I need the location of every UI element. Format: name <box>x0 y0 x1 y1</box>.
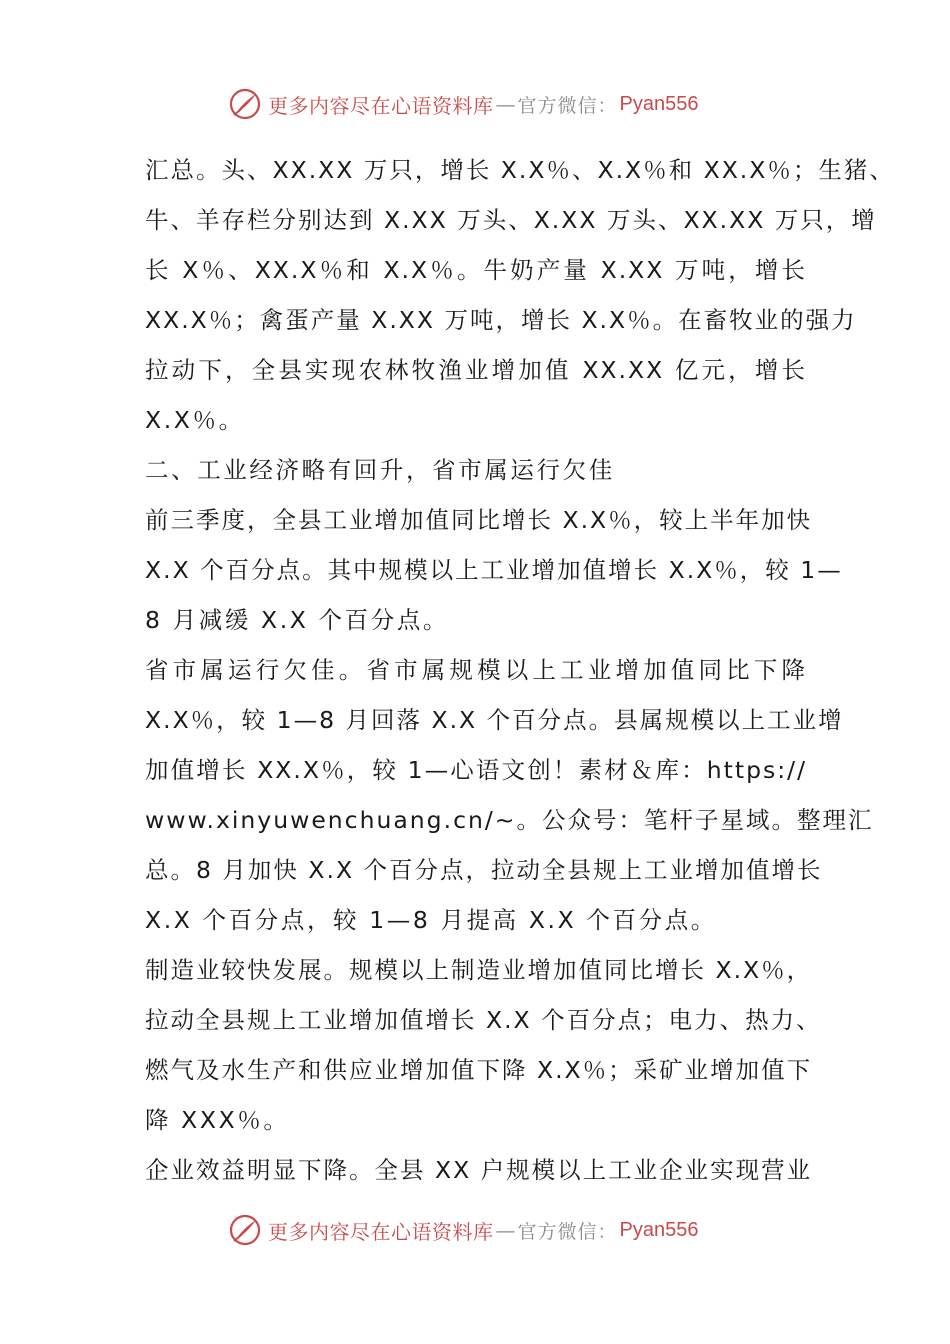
quill-logo-icon <box>228 1213 262 1247</box>
text-line: 汇总。头、XX.XX 万只，增长 X.X％、X.X％和 XX.X％；生猪、 <box>145 156 895 184</box>
text-line: 牛、羊存栏分别达到 X.XX 万头、X.XX 万头、XX.XX 万只，增 <box>145 206 877 234</box>
watermark-wechat-id: Pyan556 <box>619 1218 699 1241</box>
text-line: 省市属运行欠佳。省市属规模以上工业增加值同比下降 <box>145 656 807 684</box>
watermark-dash: — <box>495 1218 516 1242</box>
watermark-dash: — <box>495 92 516 116</box>
header-watermark <box>228 84 698 124</box>
watermark-brand: 更多内容尽在心语资料库 <box>268 93 494 118</box>
text-line: 拉动下，全县实现农林牧渔业增加值 XX.XX 亿元，增长 <box>145 356 807 384</box>
watermark-wechat-label: 官方微信： <box>517 94 618 117</box>
text-line: www.xinyuwenchuang.cn/~。公众号：笔杆子星域。整理汇 <box>145 806 874 834</box>
text-line: 长 X％、XX.X％和 X.X％。牛奶产量 X.XX 万吨，增长 <box>145 256 807 284</box>
text-line: 前三季度，全县工业增加值同比增长 X.X％，较上半年加快 <box>145 506 813 534</box>
text-line: 制造业较快发展。规模以上制造业增加值同比增长 X.X％， <box>145 956 813 984</box>
text-line: X.X 个百分点。其中规模以上工业增加值增长 X.X％，较 1— <box>145 556 843 584</box>
text-line: 拉动全县规上工业增加值增长 X.X 个百分点；电力、热力、 <box>145 1006 822 1034</box>
document-body <box>145 145 895 1195</box>
watermark-wechat-id: Pyan556 <box>619 92 699 115</box>
text-line: 加值增长 XX.X％，较 1—心语文创！素材＆库：https:// <box>145 756 807 784</box>
section-heading: 二、工业经济略有回升，省市属运行欠佳 <box>145 456 615 484</box>
watermark-brand: 更多内容尽在心语资料库 <box>268 1219 494 1244</box>
footer-watermark <box>228 1210 698 1250</box>
text-line: 8 月减缓 X.X 个百分点。 <box>145 606 450 634</box>
text-line: X.X 个百分点，较 1—8 月提高 X.X 个百分点。 <box>145 906 717 934</box>
text-line: X.X％，较 1—8 月回落 X.X 个百分点。县属规模以上工业增 <box>145 706 844 734</box>
watermark-wechat-label: 官方微信： <box>517 1220 618 1243</box>
text-line: 企业效益明显下降。全县 XX 户规模以上工业企业实现营业 <box>145 1156 813 1184</box>
text-line: 燃气及水生产和供应业增加值下降 X.X％；采矿业增加值下 <box>145 1056 813 1084</box>
text-line: X.X％。 <box>145 406 245 434</box>
quill-logo-icon <box>228 87 262 121</box>
text-line: XX.X％；禽蛋产量 X.XX 万吨，增长 X.X％。在畜牧业的强力 <box>145 306 857 334</box>
text-line: 总。8 月加快 X.X 个百分点，拉动全县规上工业增加值增长 <box>145 856 823 884</box>
text-line: 降 XXX％。 <box>145 1106 290 1134</box>
